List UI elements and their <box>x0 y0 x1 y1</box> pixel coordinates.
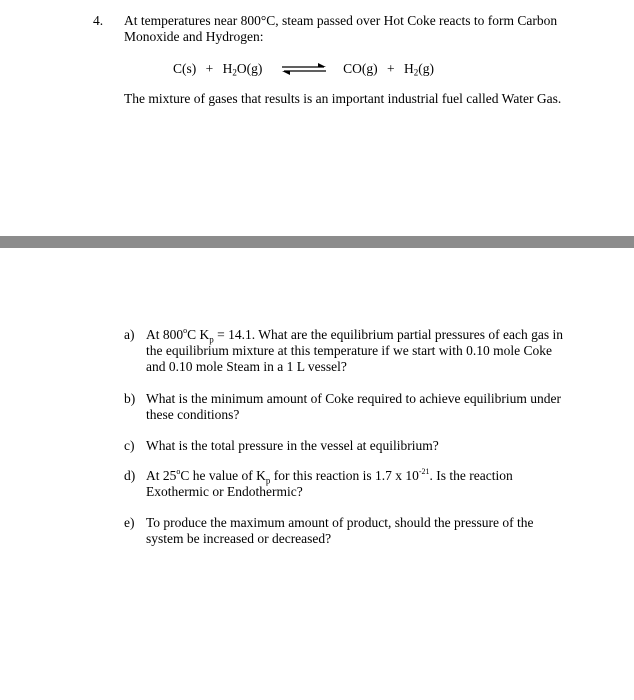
plus-sign: + <box>205 60 214 76</box>
part-letter: a) <box>124 327 135 342</box>
part-e <box>124 515 564 547</box>
product-carbon-monoxide: CO(g) <box>343 60 378 76</box>
part-c-text: What is the total pressure in the vessel at equilibrium? <box>146 438 439 453</box>
part-b <box>124 391 564 423</box>
water-gas-statement: The mixture of gases that results is an important industrial fuel called Water Gas. <box>124 91 562 106</box>
part-c <box>124 438 564 454</box>
chemical-equation <box>173 60 434 77</box>
part-letter: c) <box>124 438 135 453</box>
part-letter: d) <box>124 468 136 483</box>
question-intro: At temperatures near 800°C, steam passed over Hot Coke reacts to form Carbon Monoxide and Hydrogen: <box>124 13 558 44</box>
part-b-text: What is the minimum amount of Coke required to achieve equilibrium under these conditions? <box>146 391 562 422</box>
reactant-coke: C(s) <box>173 60 197 76</box>
reactant-steam: $H_2O(g)$ <box>222 61 263 79</box>
plus-sign: + <box>387 60 395 76</box>
part-a <box>124 327 564 375</box>
part-letter: b) <box>124 391 136 406</box>
question-number: 4. <box>93 13 104 28</box>
product-hydrogen: $H_2(g)$ <box>404 61 434 79</box>
part-d <box>124 468 564 500</box>
part-e-text: To produce the maximum amount of product, should the pressure of the system be increased or decreased? <box>146 515 534 546</box>
part-d-text: At 25$^o$C he value of $K_p$ for this reaction is 1.7 x $10^{-21}$. Is the reaction Exothermic or Endothermic? <box>146 466 513 499</box>
equilibrium-arrows-icon <box>280 62 328 76</box>
part-letter: e) <box>124 515 135 530</box>
section-divider-bar <box>0 236 634 248</box>
question-parts-list <box>124 327 564 547</box>
part-a-text: At 800$^o$C $K_p = 14.1$. What are the equilibrium partial pressures of each gas in the equilibrium mixture at this temperature if we start with 0.10 mole Coke and 0.10 mole Steam in a 1 L vessel? <box>146 325 564 374</box>
